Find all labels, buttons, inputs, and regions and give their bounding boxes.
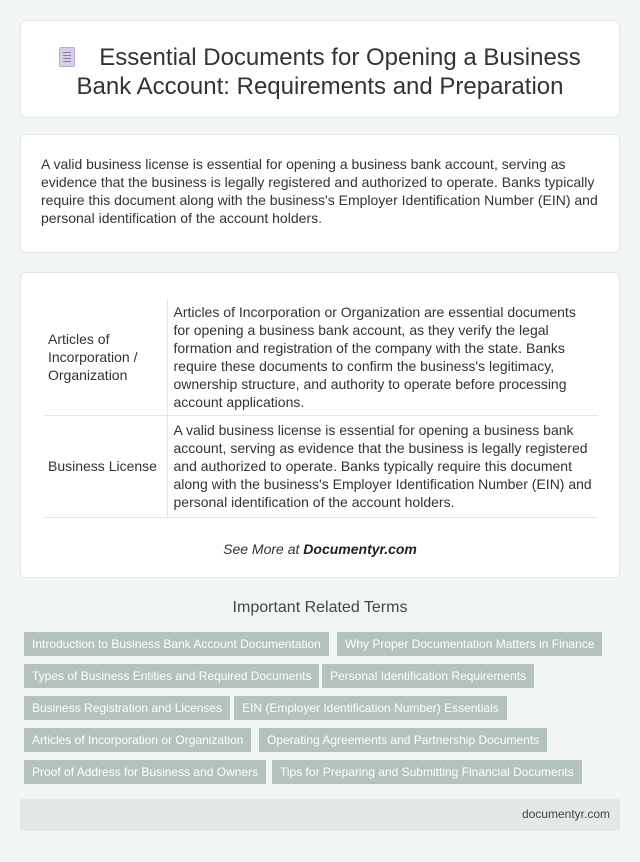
related-tag[interactable]: Introduction to Business Bank Account Documentation — [24, 632, 329, 656]
related-terms-title: Important Related Terms — [232, 599, 408, 616]
document-icon — [59, 47, 75, 67]
footer-domain[interactable]: documentyr.com — [521, 807, 610, 821]
table-term: Business License — [43, 415, 167, 517]
related-tag[interactable]: Proof of Address for Business and Owners — [24, 760, 266, 784]
related-tag[interactable]: Why Proper Documentation Matters in Finance — [337, 632, 602, 656]
related-tag[interactable]: Tips for Preparing and Submitting Financial Documents — [272, 760, 582, 784]
related-tag[interactable]: Personal Identification Requirements — [322, 664, 534, 688]
documents-table-card — [20, 272, 620, 578]
table-description: Articles of Incorporation or Organization are essential documents for opening a business bank account, as they verify the legal formation and registration of the company with the state. Banks require these documents to confirm the business's legitimacy, ownership structure, and authority to operate before processing account applications. — [167, 299, 598, 415]
see-more-link[interactable]: Documentyr.com — [303, 541, 417, 557]
documents-table — [43, 299, 598, 518]
table-row — [43, 299, 598, 415]
related-tag[interactable]: Operating Agreements and Partnership Documents — [259, 728, 547, 752]
page-title — [21, 43, 619, 101]
table-description: A valid business license is essential for opening a business bank account, serving as evidence that the business is legally registered and authorized to operate. Banks typically require this document along with the business's Employer Identification Number (EIN) and personal identification of the account holders. — [167, 415, 598, 517]
footer — [20, 799, 620, 831]
title-card — [20, 20, 620, 118]
page-title-text: Essential Documents for Opening a Business Bank Account: Requirements and Preparation — [76, 44, 581, 100]
table-row — [43, 415, 598, 517]
see-more — [21, 541, 619, 557]
see-more-prefix: See More at — [223, 541, 300, 557]
related-tag[interactable]: EIN (Employer Identification Number) Essentials — [234, 696, 507, 720]
related-tag[interactable]: Business Registration and Licenses — [24, 696, 230, 720]
table-term: Articles of Incorporation / Organization — [43, 299, 167, 415]
intro-card — [20, 134, 620, 253]
intro-text: A valid business license is essential for opening a business bank account, serving as evidence that the business is legally registered and authorized to operate. Banks typically require this document along with the business's Employer Identification Number (EIN) and personal identification of the account holders. — [41, 156, 598, 226]
related-tag[interactable]: Articles of Incorporation or Organization — [24, 728, 251, 752]
related-tag[interactable]: Types of Business Entities and Required Documents — [24, 664, 319, 688]
